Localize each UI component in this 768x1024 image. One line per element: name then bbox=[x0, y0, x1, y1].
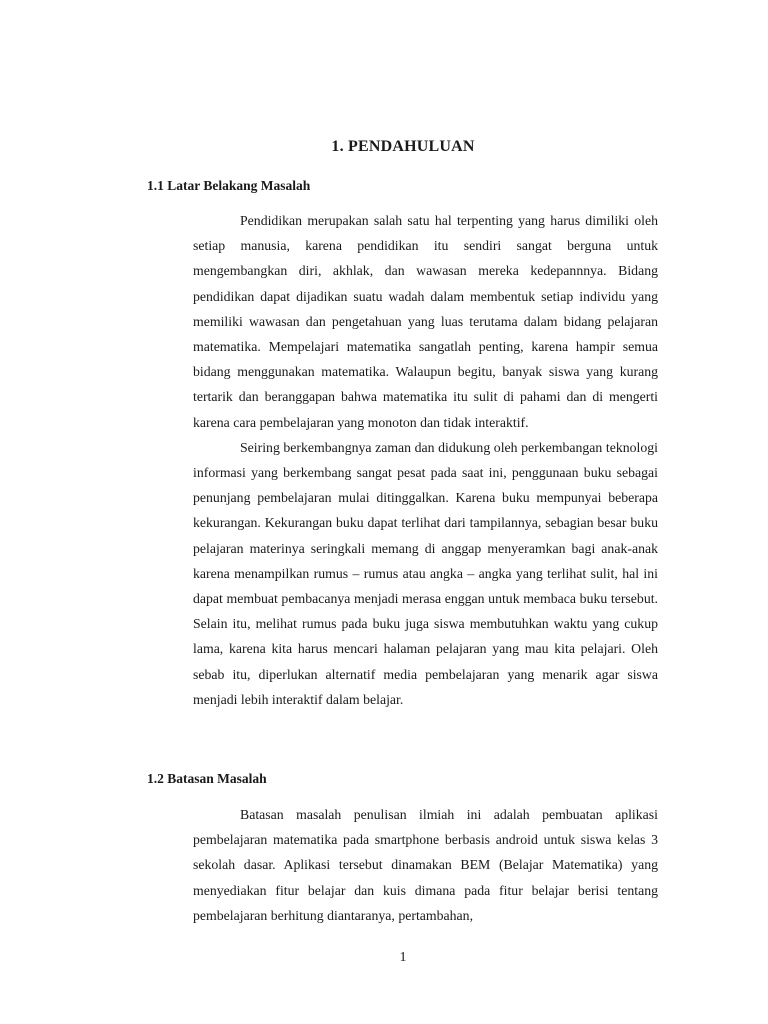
chapter-title: 1. PENDAHULUAN bbox=[331, 138, 475, 155]
paragraph: Batasan masalah penulisan ilmiah ini adalah pembuatan aplikasi pembelajaran matematika pada smartphone berbasis android untuk siswa kelas 3 sekolah dasar. Aplikasi tersebut dinamakan BEM (Belajar Matematika) yang menyediakan fitur belajar dan kuis dimana pada fitur belajar berisi tentang pembelajaran berhitung diantaranya, pertambahan, bbox=[193, 807, 658, 923]
paragraph: Pendidikan merupakan salah satu hal terpenting yang harus dimiliki oleh setiap manusia, karena pendidikan itu sendiri sangat berguna untuk mengembangkan diri, akhlak, dan wawasan mereka kedepannnya. Bidang pendidikan dapat dijadikan suatu wadah dalam membentuk setiap individu yang memiliki wawasan dan pengetahuan yang luas terutama dalam bidang pelajaran matematika. Mempelajari matematika sangatlah penting, karena hampir semua bidang menggunakan matematika. Walaupun begitu, banyak siswa yang kurang tertarik dan beranggapan bahwa matematika itu sulit di pahami dan di mengerti karena cara pembelajaran yang monoton dan tidak interaktif. bbox=[193, 213, 658, 430]
section-heading-batasan-masalah: 1.2 Batasan Masalah bbox=[147, 771, 267, 786]
section-body-latar-belakang bbox=[193, 208, 658, 712]
section-body-batasan-masalah bbox=[193, 802, 658, 928]
paragraph: Seiring berkembangnya zaman dan didukung oleh perkembangan teknologi informasi yang berkembang sangat pesat pada saat ini, penggunaan buku sebagai penunjang pembelajaran mulai ditinggalkan. Karena buku mempunyai beberapa kekurangan. Kekurangan buku dapat terlihat dari tampilannya, sebagian besar buku pelajaran materinya seringkali memang di anggap menyeramkan bagi anak-anak karena menampilkan rumus – rumus atau angka – angka yang terlihat sulit, hal ini dapat membuat pembacanya menjadi merasa enggan untuk membaca buku tersebut. Selain itu, melihat rumus pada buku juga siswa membutuhkan waktu yang cukup lama, karena kita harus mencari halaman pelajaran yang mau kita pelajari. Oleh sebab itu, diperlukan alternatif media pembelajaran yang menarik agar siswa menjadi lebih interaktif dalam belajar. bbox=[193, 439, 658, 707]
section-heading-latar-belakang: 1.1 Latar Belakang Masalah bbox=[147, 178, 311, 193]
page-number: 1 bbox=[399, 950, 407, 965]
